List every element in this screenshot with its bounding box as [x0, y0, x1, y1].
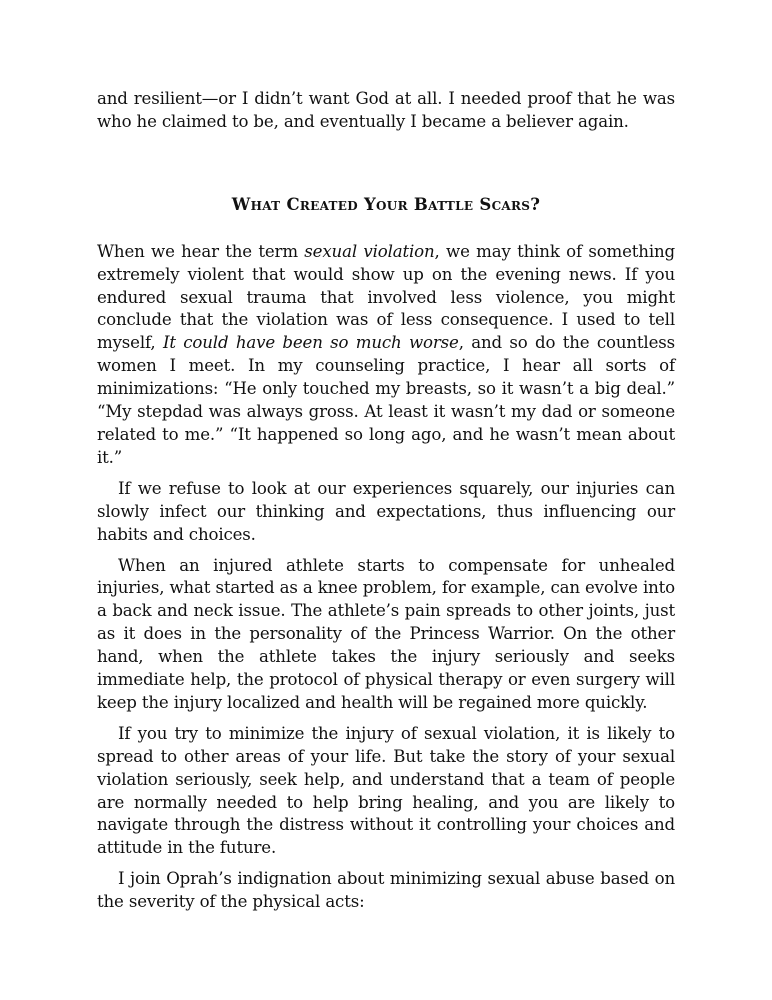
paragraph-1-text-c: , and so do the countless women I meet. In my counseling practice, I hear all sorts of minimizations: “He only touched my breasts, so it wasn’t a big deal.” “My stepdad was always gross. At least it wasn’t my dad or someone related to me.” “It happened so long ago, and he wasn’t mean about it.”: [97, 333, 675, 467]
paragraph-1-text-a: When we hear the term: [97, 241, 305, 261]
section-heading: What Created Your Battle Scars?: [231, 194, 541, 214]
paragraph-1-text-b: , we may think of something extremely violent that would show up on the evening news. If you endured sexual trauma that involved less violence, you might conclude that the violation was of less consequence. I used to tell myself,: [97, 241, 676, 353]
paragraph-5: [97, 868, 675, 914]
opening-text: and resilient—or I didn’t want God at all. I needed proof that he was who he claimed to be, and eventually I became a believer again.: [97, 89, 675, 131]
paragraph-2: [97, 478, 675, 547]
paragraph-1-italic-quote: It could have been so much worse: [162, 333, 459, 353]
paragraph-1: [97, 241, 675, 470]
paragraph-5-text: I join Oprah’s indignation about minimizing sexual abuse based on the severity of the physical acts:: [97, 869, 675, 912]
paragraph-2-text: If we refuse to look at our experiences squarely, our injuries can slowly infect our thinking and expectations, thus influencing our habits and choices.: [97, 478, 675, 544]
paragraph-3: [97, 555, 675, 715]
book-page: [97, 88, 675, 914]
paragraph-3-text: When an injured athlete starts to compensate for unhealed injuries, what started as a knee problem, for example, can evolve into a back and neck issue. The athlete’s pain spreads to other joints, just as it does in the personality of the Princess Warrior. On the other hand, when the athlete takes the injury seriously and seeks immediate help, the protocol of physical therapy or even surgery will keep the injury localized and health will be regained more quickly.: [97, 555, 675, 712]
paragraph-4-text: If you try to minimize the injury of sexual violation, it is likely to spread to other areas of your life. But take the story of your sexual violation seriously, seek help, and understand that a team of people are normally needed to help bring healing, and you are likely to navigate through the distress without it controlling your choices and attitude in the future.: [97, 723, 675, 858]
paragraph-4: [97, 723, 675, 860]
paragraph-1-italic-term: sexual violation: [304, 241, 435, 261]
opening-paragraph: [97, 88, 675, 134]
